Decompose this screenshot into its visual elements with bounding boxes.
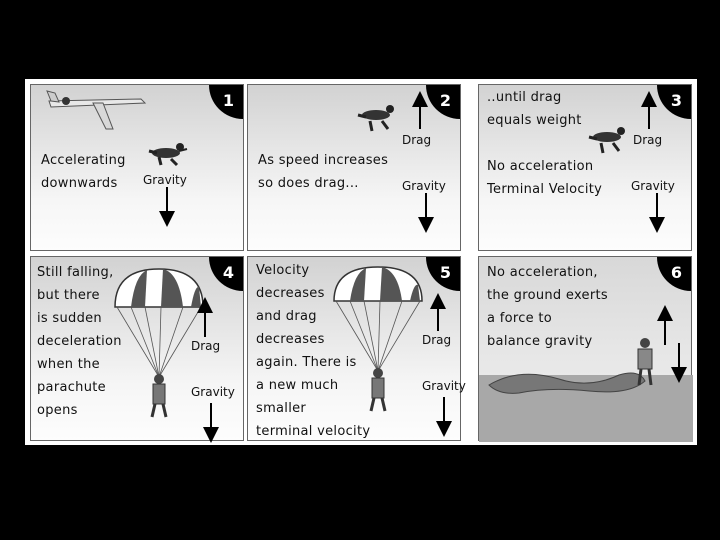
caption-line: No acceleration	[487, 159, 594, 174]
panel-number: 6	[657, 257, 691, 291]
caption-line: Terminal Velocity	[487, 182, 603, 197]
gravity-label: Gravity	[143, 173, 187, 187]
drag-label: Drag	[422, 333, 452, 347]
skydiver-icon	[589, 127, 625, 153]
panel-1	[30, 84, 244, 251]
panel-5	[247, 256, 466, 441]
gravity-label: Gravity	[402, 179, 446, 193]
drag-label: Drag	[402, 133, 432, 147]
panel-2	[247, 84, 461, 251]
airplane-icon	[47, 91, 145, 129]
panel-number: 2	[426, 85, 460, 119]
caption-line: decreases	[256, 332, 325, 347]
panel-number: 3	[657, 85, 691, 119]
caption-line: balance gravity	[487, 334, 593, 349]
comic-sheet	[25, 79, 697, 445]
caption-line: a force to	[487, 311, 553, 326]
drag-label: Drag	[191, 339, 221, 353]
caption-line: As speed increases	[258, 153, 389, 168]
caption-line: No acceleration,	[487, 265, 598, 280]
caption-line: again. There is	[256, 355, 357, 370]
caption-line: and drag	[256, 309, 317, 324]
caption-line: opens	[37, 403, 78, 418]
caption-line: is sudden	[37, 311, 102, 326]
caption-line: Velocity	[256, 263, 310, 278]
gravity-label: Gravity	[191, 385, 235, 399]
panel-4-caption	[37, 261, 122, 422]
panel-6	[478, 256, 692, 441]
caption-line: downwards	[41, 176, 118, 191]
caption-line: ..until drag	[487, 90, 562, 105]
caption-line: parachute	[37, 380, 106, 395]
caption-line: a new much	[256, 378, 339, 393]
caption-line: when the	[37, 357, 100, 372]
caption-line: equals weight	[487, 113, 582, 128]
caption-line: deceleration	[37, 334, 122, 349]
panel-3-caption-top	[487, 86, 582, 132]
caption-line: terminal velocity	[256, 424, 371, 439]
caption-line: smaller	[256, 401, 307, 416]
caption-line: Still falling,	[37, 265, 114, 280]
caption-line: decreases	[256, 286, 325, 301]
gravity-label: Gravity	[631, 179, 675, 193]
skydiver-icon	[149, 143, 187, 165]
caption-line: but there	[37, 288, 100, 303]
panel-3-caption-bottom	[487, 155, 602, 201]
panel-number: 5	[426, 257, 460, 291]
panel-4	[30, 256, 244, 441]
panel-3	[478, 84, 692, 251]
drag-label: Drag	[633, 133, 663, 147]
gravity-label: Gravity	[422, 379, 466, 393]
skydiver-icon	[358, 105, 394, 131]
panel-1-caption	[41, 149, 126, 195]
caption-line: so does drag...	[258, 176, 359, 191]
caption-line: the ground exerts	[487, 288, 608, 303]
panel-2-caption	[258, 149, 388, 195]
panel-6-caption	[487, 261, 608, 353]
parachutist-icon	[152, 374, 166, 417]
panel-number: 4	[209, 257, 243, 291]
parachutist-icon	[371, 368, 385, 411]
panel-5-caption	[256, 259, 370, 443]
parachute-icon	[115, 269, 203, 377]
caption-line: Accelerating	[41, 153, 126, 168]
panel-number: 1	[209, 85, 243, 119]
